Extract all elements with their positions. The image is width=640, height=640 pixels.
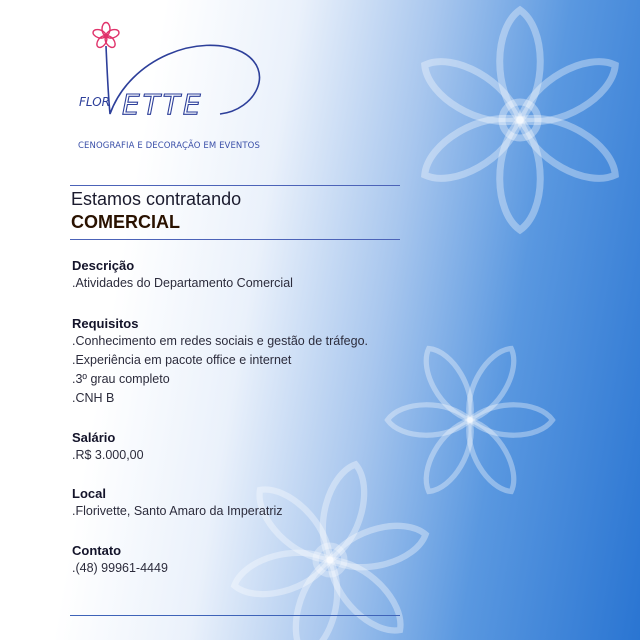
section-title: Salário (72, 430, 116, 445)
flower-decoration-icon (415, 10, 626, 230)
hiring-heading: Estamos contratando (71, 189, 242, 209)
section-location (72, 486, 432, 521)
phone-number: .(48) 99961-4449 (72, 561, 168, 575)
section-contact (72, 543, 432, 578)
section-title: Requisitos (72, 316, 139, 331)
logo-text-vette: ETTE (122, 88, 204, 121)
position-title: COMERCIAL (71, 212, 180, 232)
section-line: .R$ 3.000,00 (72, 448, 144, 462)
section-title: Contato (72, 543, 122, 558)
divider-bottom (70, 615, 400, 616)
section-requirements (72, 316, 432, 408)
section-line: .Conhecimento em redes sociais e gestão de tráfego. (72, 334, 369, 348)
section-line: .Experiência em pacote office e internet (72, 353, 292, 367)
pink-flower-icon (92, 23, 120, 50)
brand-tagline: CENOGRAFIA E DECORAÇÃO EM EVENTOS (78, 141, 260, 151)
divider-middle (70, 239, 400, 240)
section-line: .CNH B (72, 391, 115, 405)
florivette-logo (70, 18, 270, 138)
section-title: Local (72, 486, 106, 501)
section-line: .Florivette, Santo Amaro da Imperatriz (72, 504, 283, 518)
section-title: Descrição (72, 258, 135, 273)
divider-top (70, 185, 400, 186)
section-line: .Atividades do Departamento Comercial (72, 276, 293, 290)
logo-text-flor: FLOR (79, 95, 111, 109)
section-line: .3º grau completo (72, 372, 170, 386)
section-salary (72, 430, 432, 465)
section-description (72, 258, 432, 293)
